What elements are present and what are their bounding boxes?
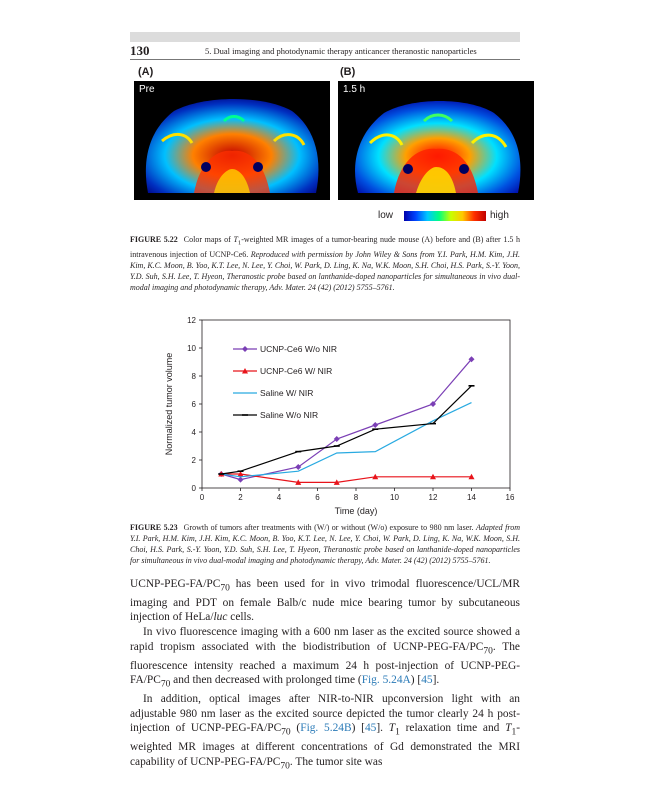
reference-link[interactable]: 45 [421, 674, 433, 687]
header-rule [130, 59, 520, 60]
subscript: 70 [160, 679, 171, 690]
x-tick-label: 16 [505, 493, 515, 502]
text-run: ]. [432, 674, 440, 687]
figure-5-23-label: FIGURE 5.23 [130, 523, 178, 532]
y-tick-label: 6 [191, 400, 196, 409]
figure-link[interactable]: Fig. 5.24B [300, 722, 352, 735]
caption-text-part: -weighted MR images of a tumor-bearing nude mouse (A) before and (B) after 1.5 h intravenous injection of UCNP-Ce6. [130, 235, 520, 259]
text-run: ( [290, 722, 301, 735]
figure-5-23-chart [160, 308, 520, 518]
reference-link[interactable]: 45 [364, 722, 377, 735]
panel-b-tag: 1.5 h [343, 84, 366, 95]
text-run: In addition, optical images after NIR-to-NIR upconversion light with an adjustable 980 nm laser as the excited source depicted the tumor clearly 24 h post-injection of UCNP-PEG-FA/PC [130, 693, 520, 735]
figure-5-22-caption [130, 234, 520, 293]
tumor-growth-chart [160, 308, 520, 518]
plot-frame [202, 320, 510, 488]
x-tick-label: 2 [238, 493, 243, 502]
colorbar-high-label: high [490, 210, 509, 221]
x-tick-label: 6 [315, 493, 320, 502]
series-line-2 [221, 403, 471, 477]
series-0-point [372, 422, 378, 428]
text-run: ) [ [351, 722, 365, 735]
italic-run: T [388, 722, 396, 735]
colorbar-low-label: low [378, 210, 394, 221]
legend-label-3: Saline W/o NIR [260, 410, 319, 420]
caption-t1-sub: 1 [237, 239, 242, 247]
running-header [130, 32, 520, 60]
x-tick-label: 8 [353, 493, 359, 502]
caption-text-part: Color maps of [183, 235, 234, 244]
y-tick-label: 8 [191, 372, 196, 381]
series-0-point [238, 477, 244, 483]
figure-link[interactable]: Fig. 5.24A [361, 674, 411, 687]
text-run: ]. [376, 722, 389, 735]
panel-a-label: (A) [138, 66, 154, 78]
subscript: 70 [483, 645, 493, 656]
page-number: 130 [130, 43, 150, 58]
subscript: 1 [511, 727, 517, 738]
colorbar [404, 211, 486, 221]
text-run: ) [ [410, 674, 422, 687]
x-tick-label: 0 [199, 493, 205, 502]
text-run: . The fluorescence intensity reached a maximum 24 h post-injection of UCNP-PEG-FA/PC [130, 640, 520, 687]
text-run: -weighted MR images at different concentrations of Gd demonstrated the MRI capability of UCNP-PEG-FA/PC [130, 722, 520, 768]
panel-b-label: (B) [340, 66, 356, 78]
caption-credit: Adapted from Y.I. Park, H.M. Kim, J.H. Kim, K.C. Moon, B. Yoo, K.T. Lee, N. Lee, Y. Choi, W. Park, D. Ling, K. Na, W.K. Moon, S.H. Choi, H.S. Park, S.-Y. Yoon, Y.D. Suh, S.H. Lee, T. Hyeon, Theranostic probe based on lanthanide-doped nanoparticles for simultaneous in vivo dual-modal imaging and photodynamic therapy, Adv. Mater. 24 (42) (2012) 5755–5761. [130, 523, 520, 565]
text-run: In vivo fluorescence imaging with a 600 nm laser as the excited source showed a rapid tropism associated with the biodistribution of UCNP-PEG-FA/PC [130, 626, 520, 653]
text-run: . The tumor site was [289, 755, 383, 768]
x-tick-label: 4 [276, 493, 282, 502]
y-tick-label: 12 [187, 316, 196, 325]
y-tick-label: 2 [191, 456, 196, 465]
paragraph [130, 577, 520, 625]
subscript: 70 [220, 583, 230, 594]
x-axis-title: Time (day) [334, 506, 378, 516]
x-tick-label: 10 [390, 493, 399, 502]
y-tick-label: 0 [191, 484, 196, 493]
text-run: cells. [227, 611, 254, 624]
italic-run: T [505, 722, 512, 735]
caption-text-part: Growth of tumors after treatments with (W/) or without (W/o) exposure to 980 nm laser. [183, 523, 477, 532]
panel-a-tag: Pre [139, 84, 155, 95]
paragraph [130, 625, 520, 692]
caption-t1: T [233, 235, 238, 244]
caption-credit: Reproduced with permission by John Wiley & Sons from Y.I. Park, H.M. Kim, J.H. Kim, K.C. Moon, B. Yoo, K.T. Lee, N. Lee, Y. Choi, W. Park, D. Ling, K. Na, W.K. Moon, S.H. Choi, H.S. Park, S.-Y. Yoon, Y.D. Suh, S.H. Lee, T. Hyeon, Theranostic probe based on lanthanide-doped nanoparticles for simultaneous in vivo dual-modal imaging and photodynamic therapy, Adv. Mater. 24 (42) (2012) 5755–5761. [130, 249, 521, 292]
x-tick-label: 12 [428, 493, 438, 502]
figure-5-22-label: FIGURE 5.22 [130, 235, 178, 244]
subscript: 70 [281, 727, 291, 738]
subscript: 1 [395, 727, 400, 738]
running-title: 5. Dual imaging and photodynamic therapy anticancer theranostic nanoparticles [205, 46, 477, 56]
legend-label-2: Saline W/ NIR [260, 388, 314, 398]
figure-5-22 [130, 64, 520, 234]
figure-5-23-caption [130, 522, 520, 566]
text-run: has been used for in vivo trimodal fluorescence/UCL/MR imaging and PDT on female Balb/c nude mice bearing tumor by subcutaneous injection of HeLa/ [130, 578, 520, 624]
body-text [130, 577, 520, 774]
y-tick-label: 4 [191, 428, 196, 437]
text-run: relaxation time and [399, 722, 506, 735]
y-tick-label: 10 [187, 344, 196, 353]
text-run: and then decreased with prolonged time ( [170, 674, 362, 687]
paragraph [130, 692, 520, 774]
mri-image-pre [134, 81, 330, 200]
header-bar [130, 32, 520, 42]
x-tick-label: 14 [467, 493, 476, 502]
series-line-3 [221, 386, 471, 474]
subscript: 70 [280, 760, 290, 771]
legend-label-0: UCNP-Ce6 W/o NIR [260, 344, 337, 354]
mri-panel-post [338, 81, 534, 200]
mri-panel-pre [134, 81, 330, 200]
series-line-0 [221, 359, 471, 479]
text-run: UCNP-PEG-FA/PC [130, 578, 221, 590]
italic-run: luc [213, 611, 228, 624]
y-axis-title: Normalized tumor volume [164, 352, 174, 456]
legend-marker-0 [242, 346, 248, 352]
legend-label-1: UCNP-Ce6 W/ NIR [260, 366, 333, 376]
mri-image-post [338, 81, 534, 200]
